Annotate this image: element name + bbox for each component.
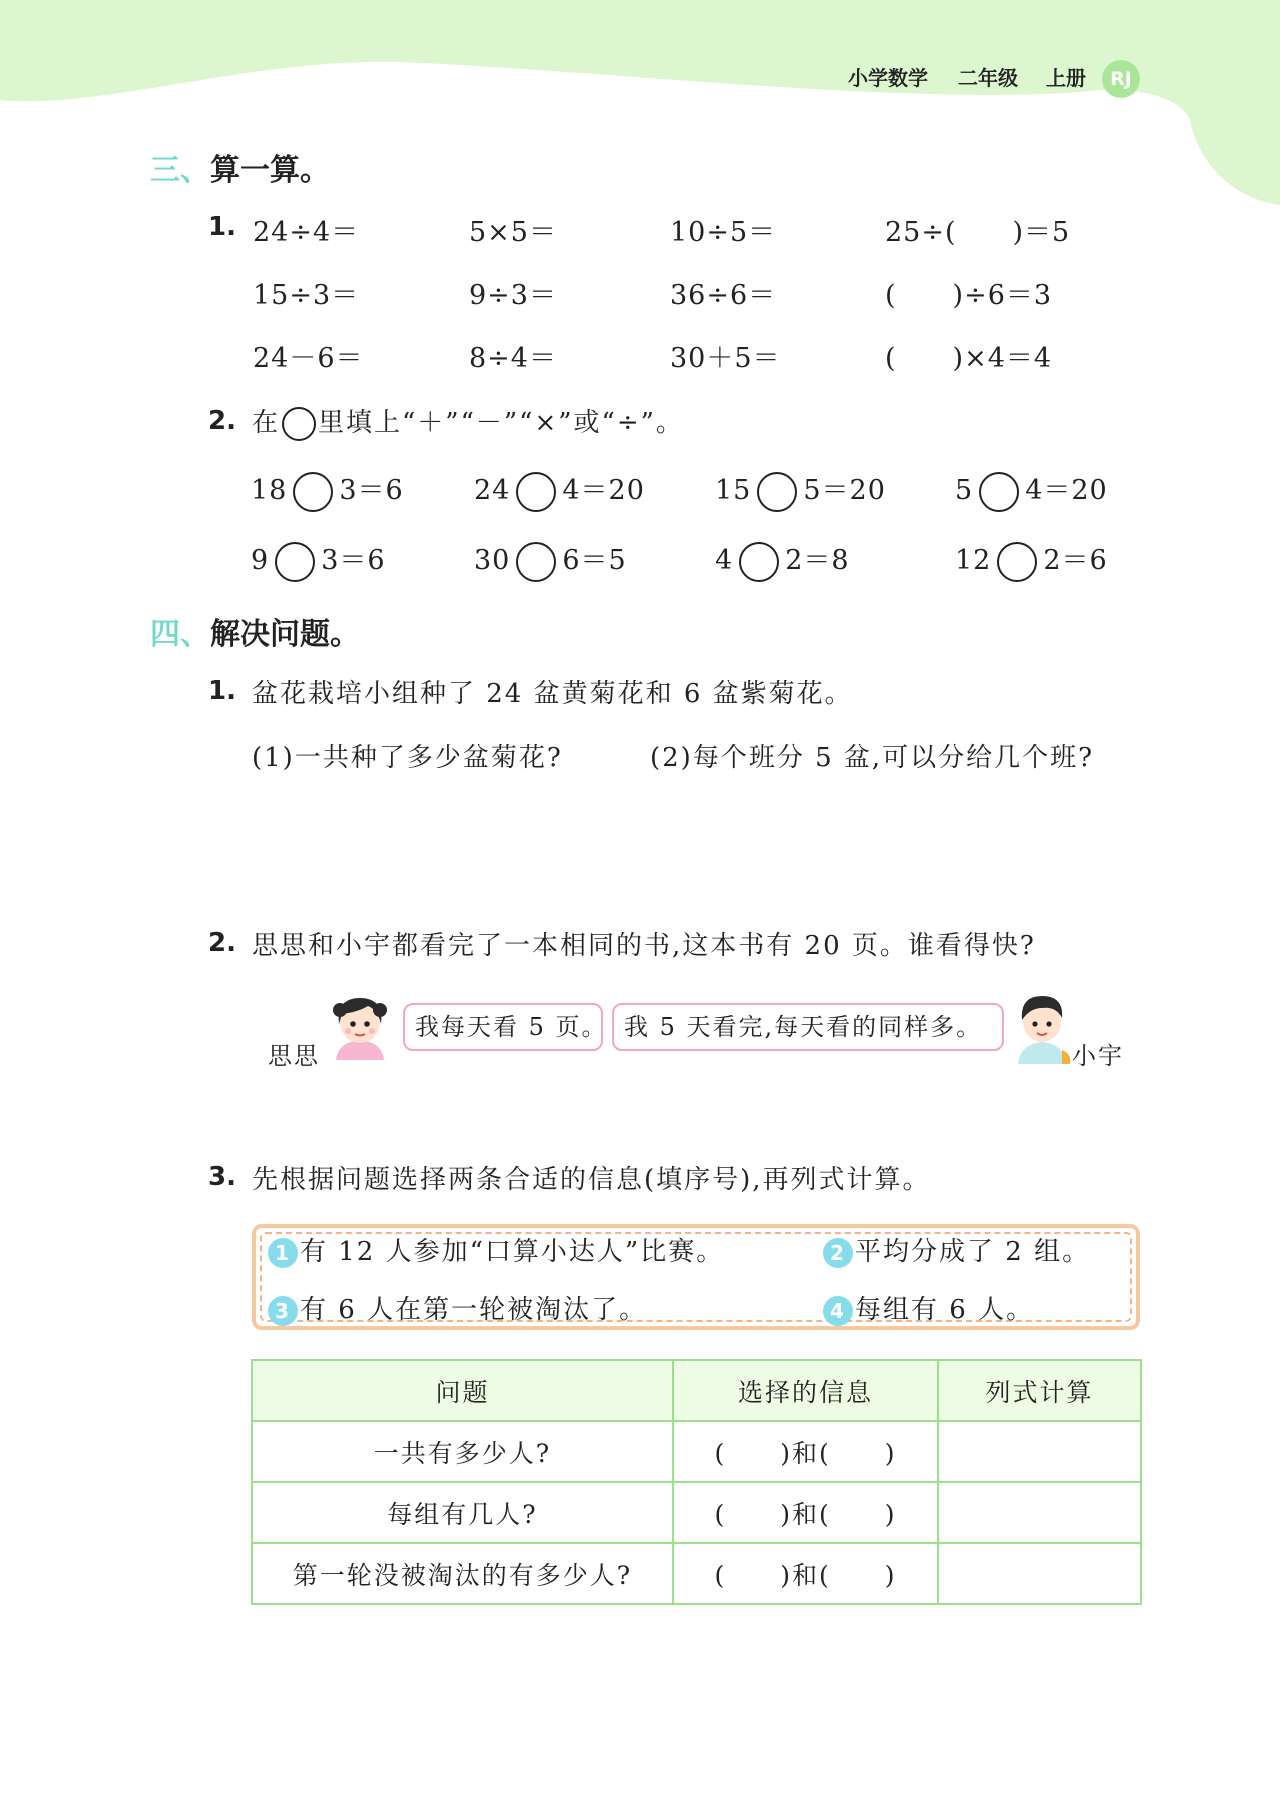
calc-3-4: ( )×4＝4 — [885, 343, 1053, 374]
girl-avatar-icon — [328, 990, 392, 1064]
header-info: 选择的信息 — [673, 1360, 938, 1421]
info-item-1: 1 有 12 人参加“口算小达人”比赛。 — [268, 1231, 724, 1268]
p1-number: 1. — [208, 676, 236, 706]
op-blank-8[interactable]: 12 2＝6 — [955, 538, 1108, 582]
q2-suffix: 里填上“＋”“－”“×”或“÷”。 — [318, 408, 684, 438]
header-grade: 二年级 — [958, 66, 1018, 90]
p2-number: 2. — [208, 928, 236, 958]
q2-prefix: 在 — [252, 408, 281, 438]
table-row — [252, 1543, 1141, 1604]
q1-number: 1. — [208, 212, 236, 242]
operator-circle[interactable] — [516, 472, 556, 512]
calc-2-1: 15÷3＝ — [253, 280, 360, 311]
calc-2-3: 36÷6＝ — [670, 280, 777, 311]
calc-1-3: 10÷5＝ — [670, 217, 777, 248]
op-blank-4[interactable]: 5 4＝20 — [955, 468, 1108, 512]
table-header-row — [252, 1360, 1141, 1421]
row-question: 第一轮没被淘汰的有多少人? — [252, 1543, 673, 1604]
calc-3-2: 8÷4＝ — [469, 343, 557, 374]
op-blank-1[interactable]: 18 3＝6 — [251, 468, 404, 512]
op-blank-5[interactable]: 9 3＝6 — [251, 538, 386, 582]
section3-title — [150, 145, 330, 189]
table-row — [252, 1482, 1141, 1543]
op-blank-3[interactable]: 15 5＝20 — [715, 468, 886, 512]
blank-circle-icon — [282, 407, 316, 441]
boy-speech-bubble: 我 5 天看完,每天看的同样多。 — [612, 1003, 1004, 1051]
row-calc-answer[interactable] — [938, 1482, 1141, 1543]
calc-3-1: 24－6＝ — [253, 343, 364, 374]
girl-speech-bubble: 我每天看 5 页。 — [403, 1003, 603, 1051]
operator-circle[interactable] — [739, 542, 779, 582]
row-calc-answer[interactable] — [938, 1543, 1141, 1604]
info-badge-4: 4 — [823, 1296, 853, 1326]
header-calc: 列式计算 — [938, 1360, 1141, 1421]
info-badge-2: 2 — [823, 1238, 853, 1268]
girl-name: 思思 — [268, 1042, 320, 1070]
op-blank-2[interactable]: 24 4＝20 — [474, 468, 645, 512]
section3-title-text: 算一算。 — [210, 153, 330, 188]
p2-text: 思思和小宇都看完了一本相同的书,这本书有 20 页。谁看得快? — [252, 931, 1036, 961]
header-subject: 小学数学 — [848, 66, 928, 90]
section4-title-text: 解决问题。 — [210, 617, 360, 652]
row-calc-answer[interactable] — [938, 1421, 1141, 1482]
op-blank-7[interactable]: 4 2＝8 — [715, 538, 850, 582]
p1-text: 盆花栽培小组种了 24 盆黄菊花和 6 盆紫菊花。 — [252, 679, 853, 709]
calc-3-3: 30＋5＝ — [670, 343, 781, 374]
operator-circle[interactable] — [275, 542, 315, 582]
info-item-3: 3 有 6 人在第一轮被淘汰了。 — [268, 1289, 647, 1326]
header-volume: 上册 — [1046, 66, 1086, 90]
op-blank-6[interactable]: 30 6＝5 — [474, 538, 627, 582]
row-info-pick[interactable]: ( )和( ) — [673, 1543, 938, 1604]
section4-title — [150, 609, 360, 653]
answer-table — [251, 1359, 1142, 1605]
calc-1-2: 5×5＝ — [469, 217, 557, 248]
operator-circle[interactable] — [997, 542, 1037, 582]
operator-circle[interactable] — [293, 472, 333, 512]
operator-circle[interactable] — [979, 472, 1019, 512]
calc-1-4: 25÷( )＝5 — [885, 217, 1071, 248]
info-item-4: 4 每组有 6 人。 — [823, 1289, 1034, 1326]
operator-circle[interactable] — [757, 472, 797, 512]
row-info-pick[interactable]: ( )和( ) — [673, 1482, 938, 1543]
row-info-pick[interactable]: ( )和( ) — [673, 1421, 938, 1482]
p1-sub2: (2)每个班分 5 盆,可以分给几个班? — [650, 743, 1095, 773]
info-badge-1: 1 — [268, 1238, 298, 1268]
info-item-2: 2 平均分成了 2 组。 — [823, 1231, 1090, 1268]
p3-number: 3. — [208, 1162, 236, 1192]
boy-name: 小宇 — [1072, 1042, 1124, 1070]
section3-number: 三、 — [150, 153, 210, 188]
section4-number: 四、 — [150, 617, 210, 652]
p1-sub1: (1)一共种了多少盆菊花? — [252, 743, 563, 773]
row-question: 一共有多少人? — [252, 1421, 673, 1482]
operator-circle[interactable] — [516, 542, 556, 582]
header-question: 问题 — [252, 1360, 673, 1421]
row-question: 每组有几人? — [252, 1482, 673, 1543]
calc-2-4: ( )÷6＝3 — [885, 280, 1053, 311]
info-badge-3: 3 — [268, 1296, 298, 1326]
table-row — [252, 1421, 1141, 1482]
calc-1-1: 24÷4＝ — [253, 217, 360, 248]
p3-text: 先根据问题选择两条合适的信息(填序号),再列式计算。 — [252, 1165, 931, 1195]
q2-instruction — [252, 402, 684, 441]
boy-avatar-icon — [1012, 988, 1072, 1066]
edition-badge: RJ — [1102, 60, 1140, 98]
calc-2-2: 9÷3＝ — [469, 280, 557, 311]
q2-number: 2. — [208, 406, 236, 436]
